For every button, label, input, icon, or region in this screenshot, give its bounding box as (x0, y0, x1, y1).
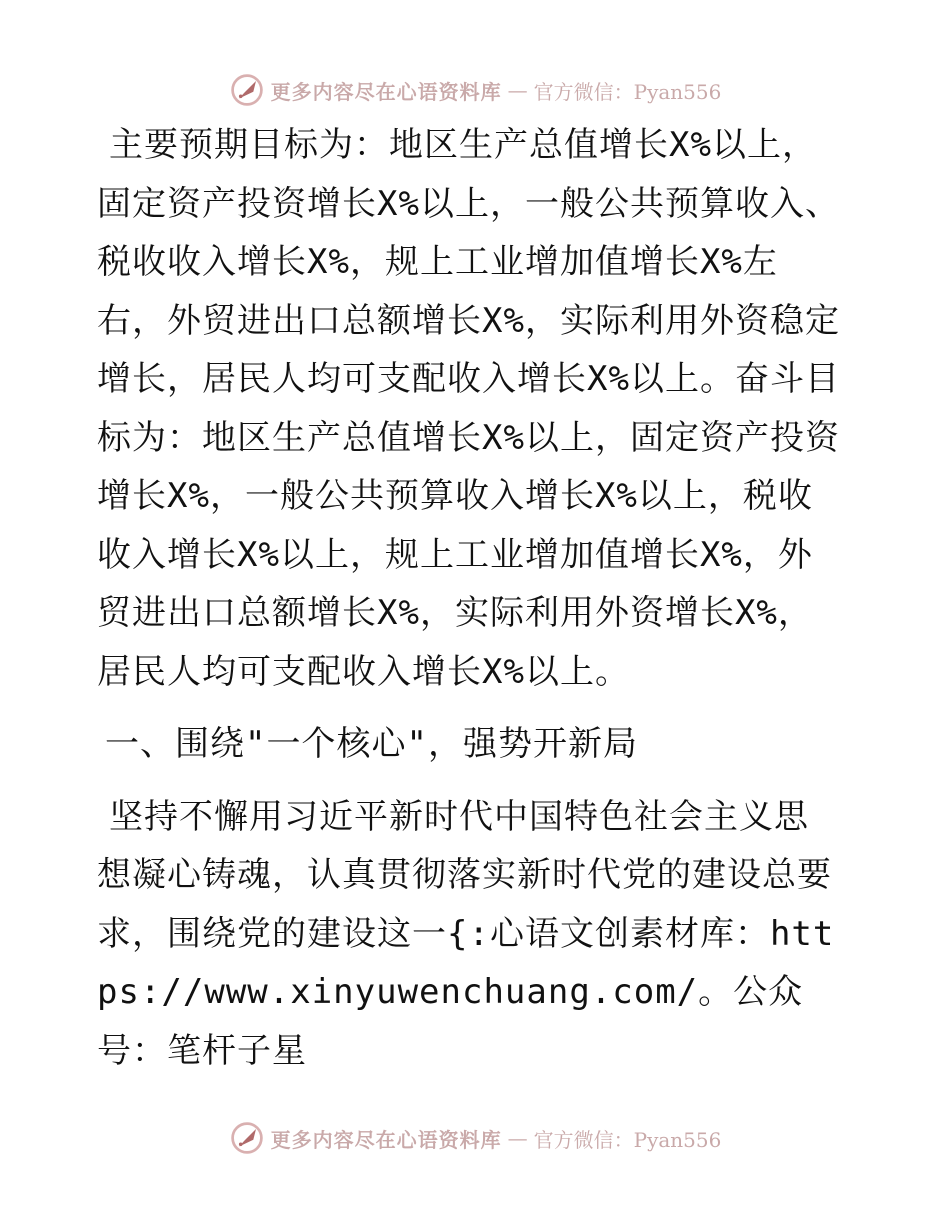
footer-separator: — (507, 1126, 528, 1150)
page-header-watermark (0, 68, 950, 112)
header-separator: — (507, 78, 528, 102)
document-body (97, 116, 842, 1080)
footer-wechat-text: 官方微信：Pyan556 (533, 1127, 722, 1152)
section-heading: 一、围绕"一个核心"，强势开新局 (105, 724, 638, 764)
quill-pen-logo-icon (229, 72, 265, 108)
header-wechat-text: 官方微信：Pyan556 (533, 79, 722, 104)
footer-brand-text: 更多内容尽在心语资料库 (270, 1127, 502, 1152)
header-brand-text: 更多内容尽在心语资料库 (270, 79, 502, 104)
paragraph-party-building: 坚持不懈用习近平新时代中国特色社会主义思想凝心铸魂，认真贯彻落实新时代党的建设总要求，围绕党的建设这一{:心语文创素材库：https://www.xinyuwenchuang.com/。公众号：笔杆子星 (97, 796, 835, 1071)
paragraph-targets: 主要预期目标为：地区生产总值增长X%以上，固定资产投资增长X%以上，一般公共预算收入、税收收入增长X%，规上工业增加值增长X%左右，外贸进出口总额增长X%，实际利用外资稳定增长，居民人均可支配收入增长X%以上。奋斗目标为：地区生产总值增长X%以上，固定资产投资增长X%，一般公共预算收入增长X%以上，税收收入增长X%以上，规上工业增加值增长X%，外贸进出口总额增长X%，实际利用外资增长X%，居民人均可支配收入增长X%以上。 (97, 125, 840, 692)
page-footer-watermark (0, 1116, 950, 1160)
quill-pen-logo-icon (229, 1120, 265, 1156)
